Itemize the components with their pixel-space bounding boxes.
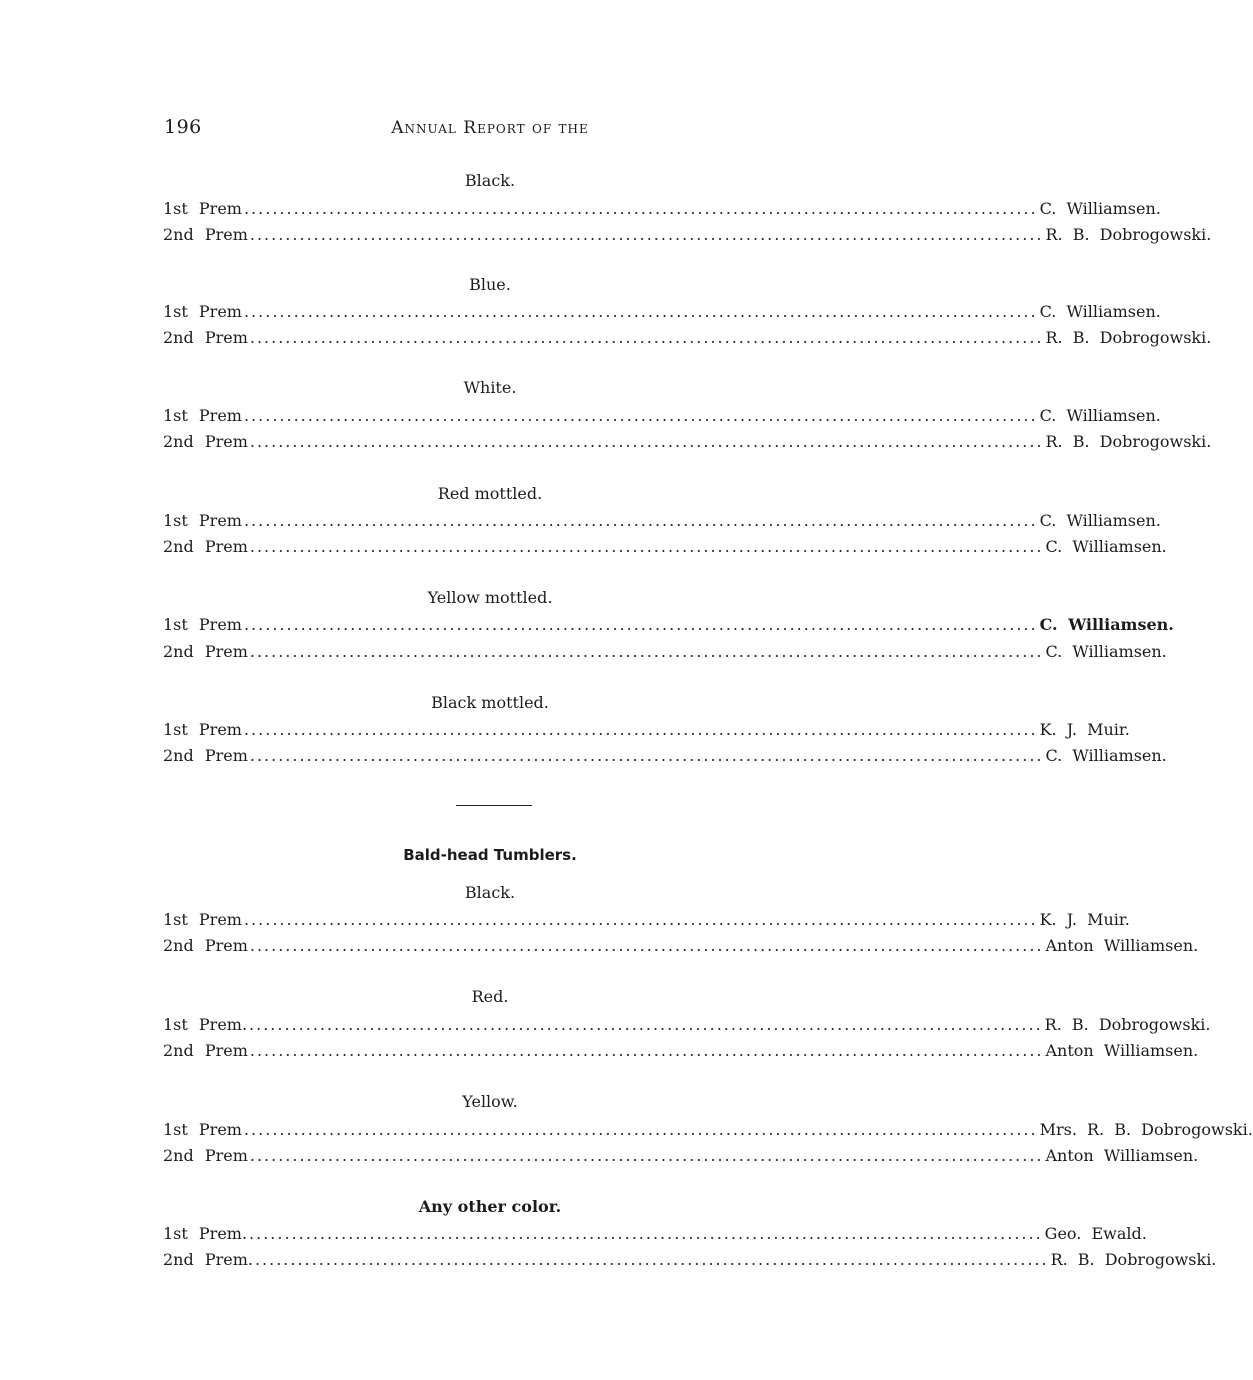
dot-leader: ................................................................................................................ (254, 1250, 1049, 1269)
award-rank: 2nd Prem. (163, 1250, 253, 1269)
award-rank: 1st Prem (163, 511, 242, 530)
award-row (163, 536, 1167, 558)
section-heading-black-mottled: Black mottled. (431, 693, 549, 712)
dot-leader: ................................................................................................................ (243, 720, 1038, 739)
award-row (163, 641, 1167, 663)
class-heading-black: Black. (464, 883, 516, 902)
section-heading-black: Black. (464, 171, 516, 190)
class-heading-red: Red. (471, 987, 509, 1006)
award-row (163, 745, 1167, 767)
award-row (163, 1223, 1147, 1245)
award-winner: Geo. Ewald. (1044, 1224, 1147, 1243)
page-number: 196 (164, 116, 202, 138)
dot-leader: ................................................................................................................ (249, 432, 1044, 451)
award-rank: 2nd Prem (163, 1041, 248, 1060)
award-row (163, 614, 1174, 636)
section-heading-red-mottled: Red mottled. (437, 484, 543, 503)
award-winner: Anton Williamsen. (1045, 1146, 1199, 1165)
class-heading-any-other-color: Any other color. (418, 1197, 562, 1216)
dot-leader: ................................................................................................................ (249, 1041, 1044, 1060)
award-winner: R. B. Dobrogowski. (1050, 1250, 1217, 1269)
award-rank: 1st Prem (163, 199, 242, 218)
award-row (163, 1014, 1211, 1036)
section-heading-blue: Blue. (469, 275, 511, 294)
award-winner: K. J. Muir. (1039, 720, 1130, 739)
award-row (163, 1119, 1253, 1141)
dot-leader: ................................................................................................................ (249, 1224, 1043, 1243)
award-winner: Anton Williamsen. (1045, 936, 1199, 955)
dot-leader: ................................................................................................................ (249, 1015, 1043, 1034)
award-winner: C. Williamsen. (1039, 406, 1161, 425)
award-row (163, 1249, 1217, 1271)
award-row (163, 198, 1161, 220)
award-winner: C. Williamsen. (1039, 615, 1174, 634)
award-row (163, 510, 1161, 532)
award-winner: C. Williamsen. (1039, 511, 1161, 530)
award-winner: R. B. Dobrogowski. (1045, 328, 1212, 347)
award-row (163, 1040, 1199, 1062)
award-row (163, 301, 1161, 323)
award-rank: 2nd Prem (163, 225, 248, 244)
award-row (163, 224, 1212, 246)
award-rank: 2nd Prem (163, 746, 248, 765)
award-rank: 2nd Prem (163, 432, 248, 451)
award-row (163, 719, 1130, 741)
dot-leader: ................................................................................................................ (243, 615, 1038, 634)
award-rank: 2nd Prem (163, 1146, 248, 1165)
award-rank: 1st Prem (163, 615, 242, 634)
award-winner: C. Williamsen. (1045, 642, 1167, 661)
award-rank: 2nd Prem (163, 328, 248, 347)
award-winner: R. B. Dobrogowski. (1045, 432, 1212, 451)
dot-leader: ................................................................................................................ (249, 225, 1044, 244)
award-winner: C. Williamsen. (1045, 537, 1167, 556)
dot-leader: ................................................................................................................ (249, 537, 1044, 556)
dot-leader: ................................................................................................................ (243, 406, 1038, 425)
award-row (163, 405, 1161, 427)
award-winner: R. B. Dobrogowski. (1044, 1015, 1211, 1034)
dot-leader: ................................................................................................................ (249, 642, 1044, 661)
dot-leader: ................................................................................................................ (249, 746, 1044, 765)
award-rank: 1st Prem (163, 1120, 242, 1139)
class-title: Bald-head Tumblers. (403, 846, 577, 864)
award-row (163, 935, 1199, 957)
award-winner: K. J. Muir. (1039, 910, 1130, 929)
award-rank: 1st Prem. (163, 1015, 248, 1034)
dot-leader: ................................................................................................................ (243, 511, 1038, 530)
award-rank: 1st Prem. (163, 1224, 248, 1243)
award-row (163, 1145, 1199, 1167)
section-heading-yellow-mottled: Yellow mottled. (427, 588, 553, 607)
award-winner: C. Williamsen. (1039, 302, 1161, 321)
award-row (163, 431, 1212, 453)
dot-leader: ................................................................................................................ (243, 302, 1038, 321)
award-winner: C. Williamsen. (1045, 746, 1167, 765)
dot-leader: ................................................................................................................ (243, 910, 1038, 929)
award-rank: 1st Prem (163, 406, 242, 425)
award-rank: 1st Prem (163, 910, 242, 929)
award-rank: 1st Prem (163, 302, 242, 321)
section-heading-white: White. (463, 378, 517, 397)
award-row (163, 909, 1130, 931)
dot-leader: ................................................................................................................ (249, 1146, 1044, 1165)
award-rank: 2nd Prem (163, 936, 248, 955)
award-rank: 2nd Prem (163, 642, 248, 661)
dot-leader: ................................................................................................................ (243, 1120, 1038, 1139)
page-header (160, 116, 820, 144)
section-divider (456, 805, 532, 806)
running-head: Annual Report of the (391, 118, 589, 138)
award-winner: C. Williamsen. (1039, 199, 1161, 218)
award-row (163, 327, 1212, 349)
class-heading-yellow: Yellow. (462, 1092, 518, 1111)
award-rank: 2nd Prem (163, 537, 248, 556)
dot-leader: ................................................................................................................ (249, 936, 1044, 955)
dot-leader: ................................................................................................................ (249, 328, 1044, 347)
award-winner: R. B. Dobrogowski. (1045, 225, 1212, 244)
award-rank: 1st Prem (163, 720, 242, 739)
award-winner: Mrs. R. B. Dobrogowski. (1039, 1120, 1253, 1139)
award-winner: Anton Williamsen. (1045, 1041, 1199, 1060)
dot-leader: ................................................................................................................ (243, 199, 1038, 218)
